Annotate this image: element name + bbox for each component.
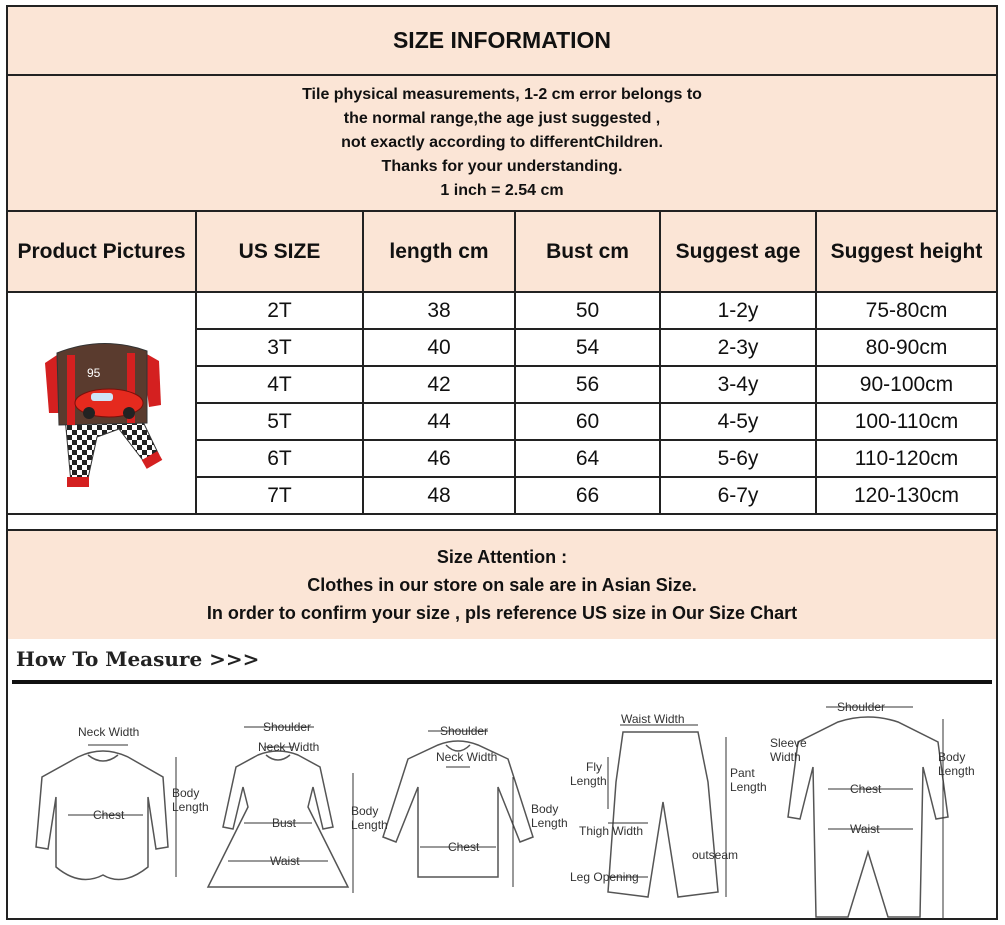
note-line: the normal range,the age just suggested , [343, 110, 661, 127]
label-neck-width: Neck Width [258, 740, 320, 754]
cell-bust: 60 [515, 403, 660, 440]
cell-height: 75-80cm [816, 292, 996, 329]
cell-age: 5-6y [660, 440, 816, 477]
cell-length: 44 [363, 403, 515, 440]
header-bust: Bust cm [515, 211, 660, 292]
attention-heading: Size Attention : [436, 547, 568, 567]
label-shoulder: Shoulder [263, 720, 312, 734]
cell-length: 48 [363, 477, 515, 514]
pajama-image [27, 305, 177, 495]
label-body: Body [172, 786, 200, 800]
header-product-pictures: Product Pictures [8, 211, 196, 292]
header-us-size: US SIZE [196, 211, 363, 292]
size-table [8, 210, 996, 515]
label-length: Length [570, 774, 607, 788]
label-shoulder: Shoulder [440, 724, 489, 738]
header-length: length cm [363, 211, 515, 292]
product-picture [8, 292, 196, 514]
cell-age: 4-5y [660, 403, 816, 440]
label-length: Length [172, 800, 209, 814]
attention-line: Clothes in our store on sale are in Asian Size. [307, 575, 697, 595]
cell-height: 110-120cm [816, 440, 996, 477]
header-suggest-age: Suggest age [660, 211, 816, 292]
note-line: Thanks for your understanding. [381, 158, 623, 175]
cell-us-size: 4T [196, 366, 363, 403]
header-suggest-height: Suggest height [816, 211, 996, 292]
label-waist: Waist [850, 822, 880, 836]
cell-us-size: 2T [196, 292, 363, 329]
label-chest: Chest [850, 782, 882, 796]
cell-us-size: 7T [196, 477, 363, 514]
label-length: Length [531, 816, 568, 830]
cell-bust: 50 [515, 292, 660, 329]
cell-bust: 56 [515, 366, 660, 403]
label-body: Body [938, 750, 966, 764]
label-waist-width: Waist Width [621, 712, 685, 726]
cell-bust: 66 [515, 477, 660, 514]
label-body: Body [531, 802, 559, 816]
label-bust: Bust [272, 816, 297, 830]
label-neck-width: Neck Width [436, 750, 498, 764]
cell-us-size: 5T [196, 403, 363, 440]
label-leg-opening: Leg Opening [570, 870, 639, 884]
cell-bust: 64 [515, 440, 660, 477]
label-length: Length [938, 764, 975, 778]
cell-height: 120-130cm [816, 477, 996, 514]
cell-length: 40 [363, 329, 515, 366]
measurement-notes [8, 76, 996, 212]
label-fly: Fly [586, 760, 602, 774]
table-header-row [8, 211, 996, 292]
label-shoulder: Shoulder [837, 700, 886, 714]
cell-bust: 54 [515, 329, 660, 366]
label-thigh-width: Thigh Width [579, 824, 644, 838]
cell-us-size: 6T [196, 440, 363, 477]
cell-age: 2-3y [660, 329, 816, 366]
cell-length: 42 [363, 366, 515, 403]
cell-age: 6-7y [660, 477, 816, 514]
cell-height: 100-110cm [816, 403, 996, 440]
divider [12, 680, 992, 684]
cell-length: 46 [363, 440, 515, 477]
cell-height: 90-100cm [816, 366, 996, 403]
label-chest: Chest [93, 808, 125, 822]
note-line: not exactly according to differentChildren. [341, 134, 663, 151]
label-waist: Waist [270, 854, 300, 868]
label-length: Length [730, 780, 767, 794]
table-row [8, 292, 996, 329]
note-line: Tile physical measurements, 1-2 cm error belongs to [302, 86, 702, 103]
label-sleeve: Sleeve [770, 736, 807, 750]
size-attention [8, 529, 996, 639]
measure-diagrams [8, 687, 996, 919]
label-chest: Chest [448, 840, 480, 854]
label-body: Body [351, 804, 379, 818]
cell-age: 1-2y [660, 292, 816, 329]
label-pant: Pant [730, 766, 755, 780]
jersey-number: 95 [86, 366, 100, 380]
attention-line: In order to confirm your size , pls reference US size in Our Size Chart [206, 603, 798, 623]
cell-length: 38 [363, 292, 515, 329]
cell-height: 80-90cm [816, 329, 996, 366]
cell-age: 3-4y [660, 366, 816, 403]
how-to-measure-heading: How To Measure >>> [16, 647, 260, 671]
note-line: 1 inch = 2.54 cm [440, 182, 564, 199]
size-chart [6, 5, 998, 920]
label-width: Width [770, 750, 801, 764]
cell-us-size: 3T [196, 329, 363, 366]
page-title: SIZE INFORMATION [8, 7, 996, 76]
label-neck-width: Neck Width [78, 725, 140, 739]
label-outseam: outseam [692, 848, 739, 862]
label-length: Length [351, 818, 388, 832]
